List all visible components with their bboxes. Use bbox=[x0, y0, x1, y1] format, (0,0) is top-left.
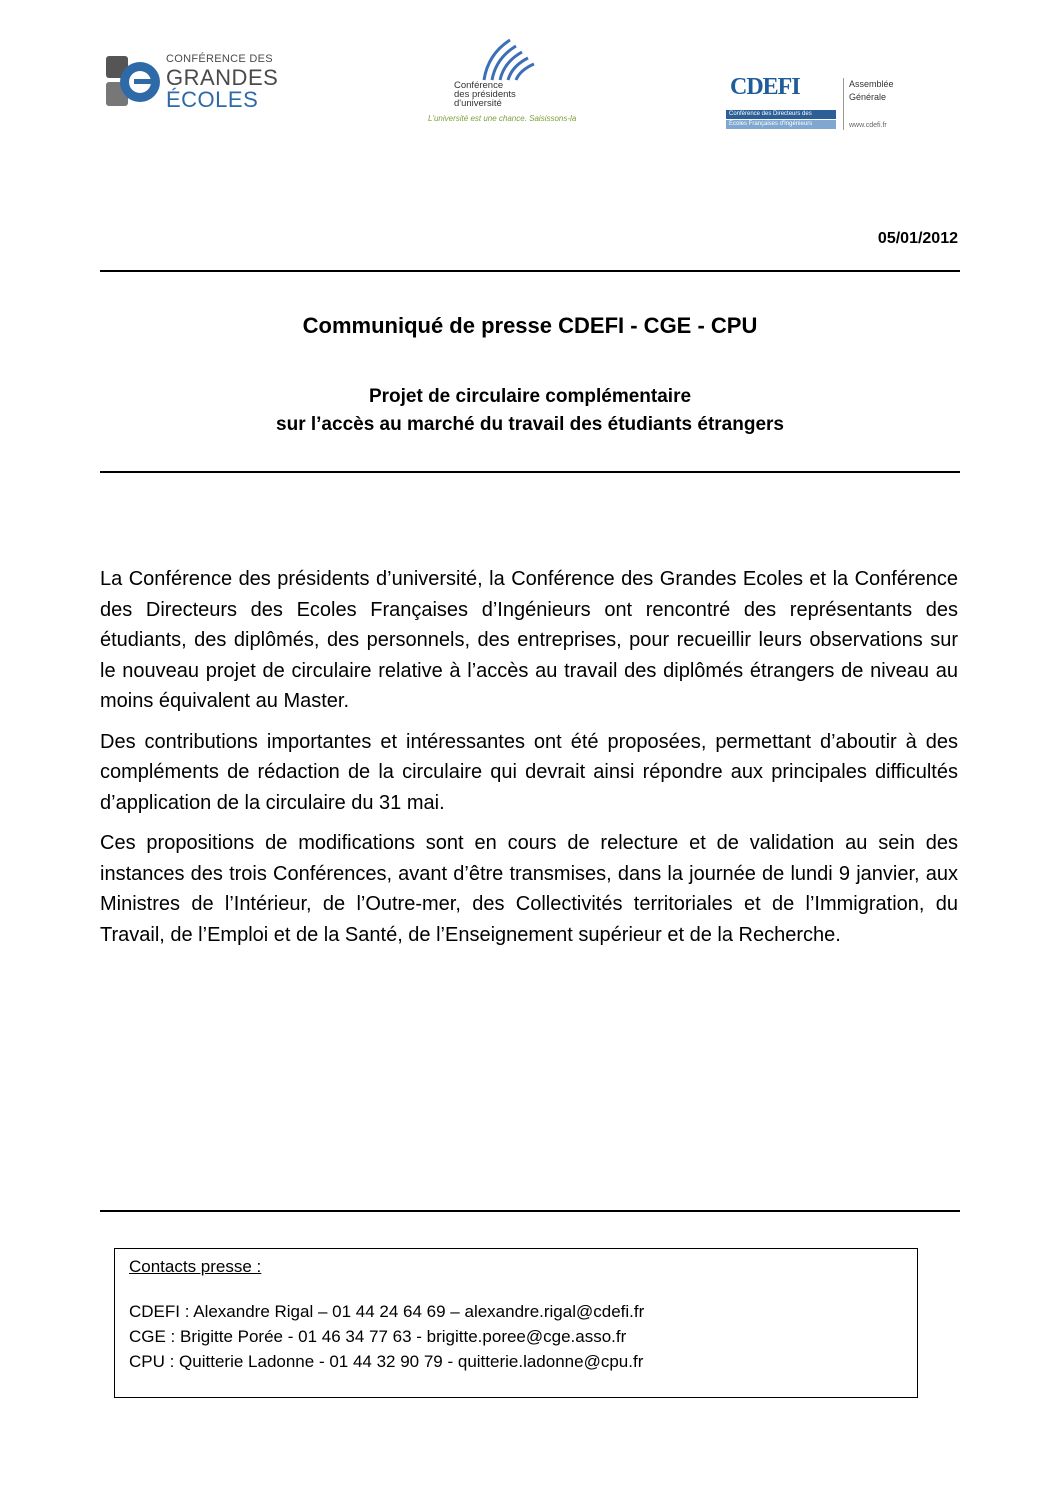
contacts-heading: Contacts presse : bbox=[129, 1257, 262, 1276]
cpu-logo bbox=[424, 34, 600, 130]
cge-wordmark bbox=[166, 54, 278, 111]
press-contacts-box bbox=[114, 1248, 918, 1398]
contacts-list bbox=[129, 1299, 644, 1374]
cpu-slogan: L'université est une chance. Saisissons-la bbox=[428, 114, 577, 123]
paragraph: Ces propositions de modifications sont en cours de relecture et de validation au sein des instances des trois Conférences, avant d’être transmises, dans la journée de lundi 9 janvier, aux Ministres de l’Intérieur, de l’Outre-mer, des Collectivités territoriales et de l’Immigration, du Travail, de l’Emploi et de la Santé, de l’Enseignement supérieur et de la Recherche. bbox=[100, 832, 958, 946]
cdefi-ag-line1: Assemblée bbox=[849, 79, 894, 89]
cdefi-divider bbox=[843, 78, 844, 130]
subtitle-line2: sur l’accès au marché du travail des étudiants étrangers bbox=[276, 414, 784, 435]
page-subtitle bbox=[100, 383, 960, 439]
cpu-arcs-icon bbox=[464, 34, 574, 82]
cdefi-wordmark: CDEFI bbox=[730, 74, 800, 100]
cge-line2: GRANDES bbox=[166, 65, 279, 90]
cdefi-logo bbox=[726, 74, 926, 136]
cge-emblem-icon bbox=[104, 52, 164, 112]
page-title: Communiqué de presse CDEFI - CGE - CPU bbox=[302, 313, 758, 338]
paragraph: La Conférence des présidents d’université, la Conférence des Grandes Ecoles et la Conférence des Directeurs des Ecoles Françaises d’Ingénieurs ont rencontré des représentants des étudiants, des diplômés, des personnels, des entreprises, pour recueillir leurs observations sur le nouveau projet de circulaire relative à l’accès au travail des diplômés étrangers de niveau au moins équivalent au Master. bbox=[100, 568, 958, 712]
contact-cdefi: CDEFI : Alexandre Rigal – 01 44 24 64 69 – alexandre.rigal@cdefi.fr bbox=[129, 1302, 645, 1321]
cdefi-ag-line2: Générale bbox=[849, 92, 887, 102]
cdefi-website: www.cdefi.fr bbox=[849, 122, 887, 129]
cpu-line2: des présidents bbox=[454, 89, 516, 100]
paragraph: Des contributions importantes et intéressantes ont été proposées, permettant d’aboutir à des compléments de rédaction de la circulaire qui devrait ainsi répondre aux principales difficultés d’application de la circulaire du 31 mai. bbox=[100, 730, 958, 814]
document-date: 05/01/2012 bbox=[877, 230, 958, 247]
contact-cge: CGE : Brigitte Porée - 01 46 34 77 63 - brigitte.poree@cge.asso.fr bbox=[129, 1327, 627, 1346]
cge-logo bbox=[104, 52, 279, 112]
contact-cpu: CPU : Quitterie Ladonne - 01 44 32 90 79 - quitterie.ladonne@cpu.fr bbox=[129, 1352, 644, 1371]
cpu-line1: Conférence bbox=[454, 80, 504, 91]
cdefi-subtitle-2: Écoles Françaises d'Ingénieurs bbox=[729, 121, 813, 127]
subtitle-line1: Projet de circulaire complémentaire bbox=[368, 386, 692, 407]
press-release-body bbox=[100, 564, 958, 960]
cdefi-assembly-label bbox=[849, 78, 894, 104]
cpu-line3: d'université bbox=[454, 98, 502, 109]
cge-line3: ÉCOLES bbox=[166, 87, 259, 112]
header-divider bbox=[100, 471, 960, 473]
footer-divider bbox=[100, 1210, 960, 1212]
cpu-wordmark bbox=[454, 81, 516, 108]
cdefi-subtitle-1: Conférence des Directeurs des bbox=[729, 111, 812, 117]
cge-line1: CONFÉRENCE DES bbox=[166, 53, 273, 65]
top-divider bbox=[100, 270, 960, 272]
